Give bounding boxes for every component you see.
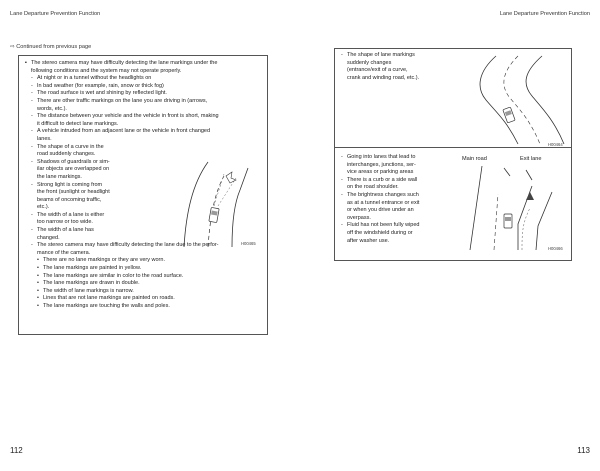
condition-item: road suddenly changes.: [37, 151, 96, 158]
dash-marker: -: [31, 75, 33, 82]
figure-code: H00464: [548, 142, 563, 147]
dash-marker: -: [31, 211, 33, 218]
dash-marker: -: [31, 113, 33, 120]
dot-marker: •: [37, 287, 39, 294]
dot-marker: •: [37, 272, 39, 279]
dash-marker: -: [341, 176, 343, 183]
condition-item: interchanges, junctions, ser-: [347, 161, 416, 168]
condition-item: - The road surface is wet and shining by reflected light.: [31, 90, 167, 97]
dot-marker: •: [37, 295, 39, 302]
condition-item: or when you drive under an: [347, 207, 414, 214]
dot-marker: •: [37, 265, 39, 272]
junction-figure: [460, 164, 568, 252]
camera-condition-item: • Lines that are not lane markings are painted on roads.: [37, 295, 175, 302]
figure-code: H00465: [241, 241, 256, 246]
condition-item: changed.: [37, 234, 60, 241]
condition-item: lanes.: [37, 135, 52, 142]
curve-road-figure: [168, 154, 262, 248]
camera-condition-item: • The width of lane markings is narrow.: [37, 287, 134, 294]
condition-item: - The shape of a curve in the: [31, 143, 104, 150]
condition-item: mance of the camera.: [37, 249, 91, 256]
condition-item: - A vehicle intruded from an adjacent lane or the vehicle in front changed: [31, 128, 211, 135]
condition-item: ilar objects are overlapped on: [37, 166, 110, 173]
condition-item: - There is a curb or a side wall: [341, 176, 418, 183]
condition-item: on the road shoulder.: [347, 184, 399, 191]
winding-road-figure: [460, 54, 568, 146]
dash-marker: -: [31, 158, 33, 165]
curve-change-text: - The shape of lane markings suddenly changes (entrance/exit of a curve, crank and winding road, etc.).: [341, 52, 420, 81]
figure-code: H00466: [548, 246, 563, 251]
condition-item: - The width of a lane has: [31, 227, 94, 234]
condition-item: - Going into lanes that lead to: [341, 154, 416, 160]
condition-item: overpass.: [347, 214, 371, 221]
camera-condition-item: • There are no lane markings or they are very worn.: [37, 257, 165, 264]
dash-marker: -: [31, 90, 33, 97]
dot-marker: •: [37, 257, 39, 264]
camera-condition-item: • The lane markings are similar in color to the road surface.: [37, 272, 184, 279]
condition-item: off the windshield during or: [347, 229, 413, 236]
condition-item: words, etc.).: [37, 105, 67, 112]
condition-item: - In bad weather (for example, rain, snow or thick fog): [31, 82, 164, 89]
intro-line: following conditions and the system may not operate properly.: [31, 67, 182, 74]
dash-marker: -: [341, 222, 343, 229]
condition-item: - There are other traffic markings on the lane you are driving in (arrows,: [31, 97, 208, 104]
dash-marker: -: [31, 227, 33, 234]
dash-marker: -: [31, 128, 33, 135]
condition-item: - Fluid has not been fully wiped: [341, 222, 420, 229]
camera-condition-item: • The lane markings are drawn in double.: [37, 280, 140, 287]
dash-marker: -: [341, 52, 343, 58]
camera-condition-item: • The lane markings are touching the walls and poles.: [37, 303, 170, 309]
condition-item: - Strong light is coming from: [31, 181, 103, 188]
condition-item: as at a tunnel entrance or exit: [347, 199, 420, 206]
dash-marker: -: [31, 97, 33, 104]
condition-item: the lane markings.: [37, 173, 82, 180]
intro-line: ▪ The stereo camera may have difficulty detecting the lane markings under the: [25, 60, 218, 66]
condition-item: it difficult to detect lane markings.: [37, 120, 119, 127]
dash-marker: -: [341, 154, 343, 160]
dot-marker: •: [37, 280, 39, 287]
condition-item: - The stereo camera may have difficulty detecting the lane due to the perfor-: [31, 242, 219, 249]
condition-item: too narrow or too wide.: [37, 219, 93, 226]
exit-lane-label: Exit lane: [520, 156, 542, 162]
continued-note: ⇨ Continued from previous page: [10, 44, 92, 50]
condition-item: - The distance between your vehicle and the vehicle in front is short, making: [31, 113, 219, 120]
page-number-right: 113: [577, 446, 590, 455]
bullet-icon: ▪: [25, 60, 27, 66]
condition-item: beams of oncoming traffic,: [37, 196, 102, 203]
condition-item: after washer use.: [347, 237, 390, 244]
condition-item: etc.).: [37, 204, 50, 211]
dash-marker: -: [31, 143, 33, 150]
dash-marker: -: [31, 242, 33, 249]
dash-marker: -: [341, 191, 343, 198]
dot-marker: •: [37, 303, 39, 309]
dash-marker: -: [31, 181, 33, 188]
camera-condition-item: • The lane markings are painted in yellow.: [37, 265, 142, 272]
dash-marker: -: [31, 82, 33, 89]
running-header-right: Lane Departure Prevention Function: [499, 11, 590, 17]
condition-item: - At night or in a tunnel without the headlights on: [31, 75, 152, 82]
main-road-label: Main road: [462, 156, 487, 162]
condition-item: vice areas or parking areas: [347, 169, 414, 176]
condition-item: - The width of a lane is either: [31, 211, 105, 218]
page-number-left: 112: [10, 446, 23, 455]
condition-item: the front (sunlight or headlight: [37, 189, 110, 196]
condition-item: - Shadows of guardrails or sim-: [31, 158, 110, 165]
condition-item: - The brightness changes such: [341, 191, 419, 198]
junction-text: [341, 154, 419, 245]
running-header-left: Lane Departure Prevention Function: [10, 11, 101, 17]
